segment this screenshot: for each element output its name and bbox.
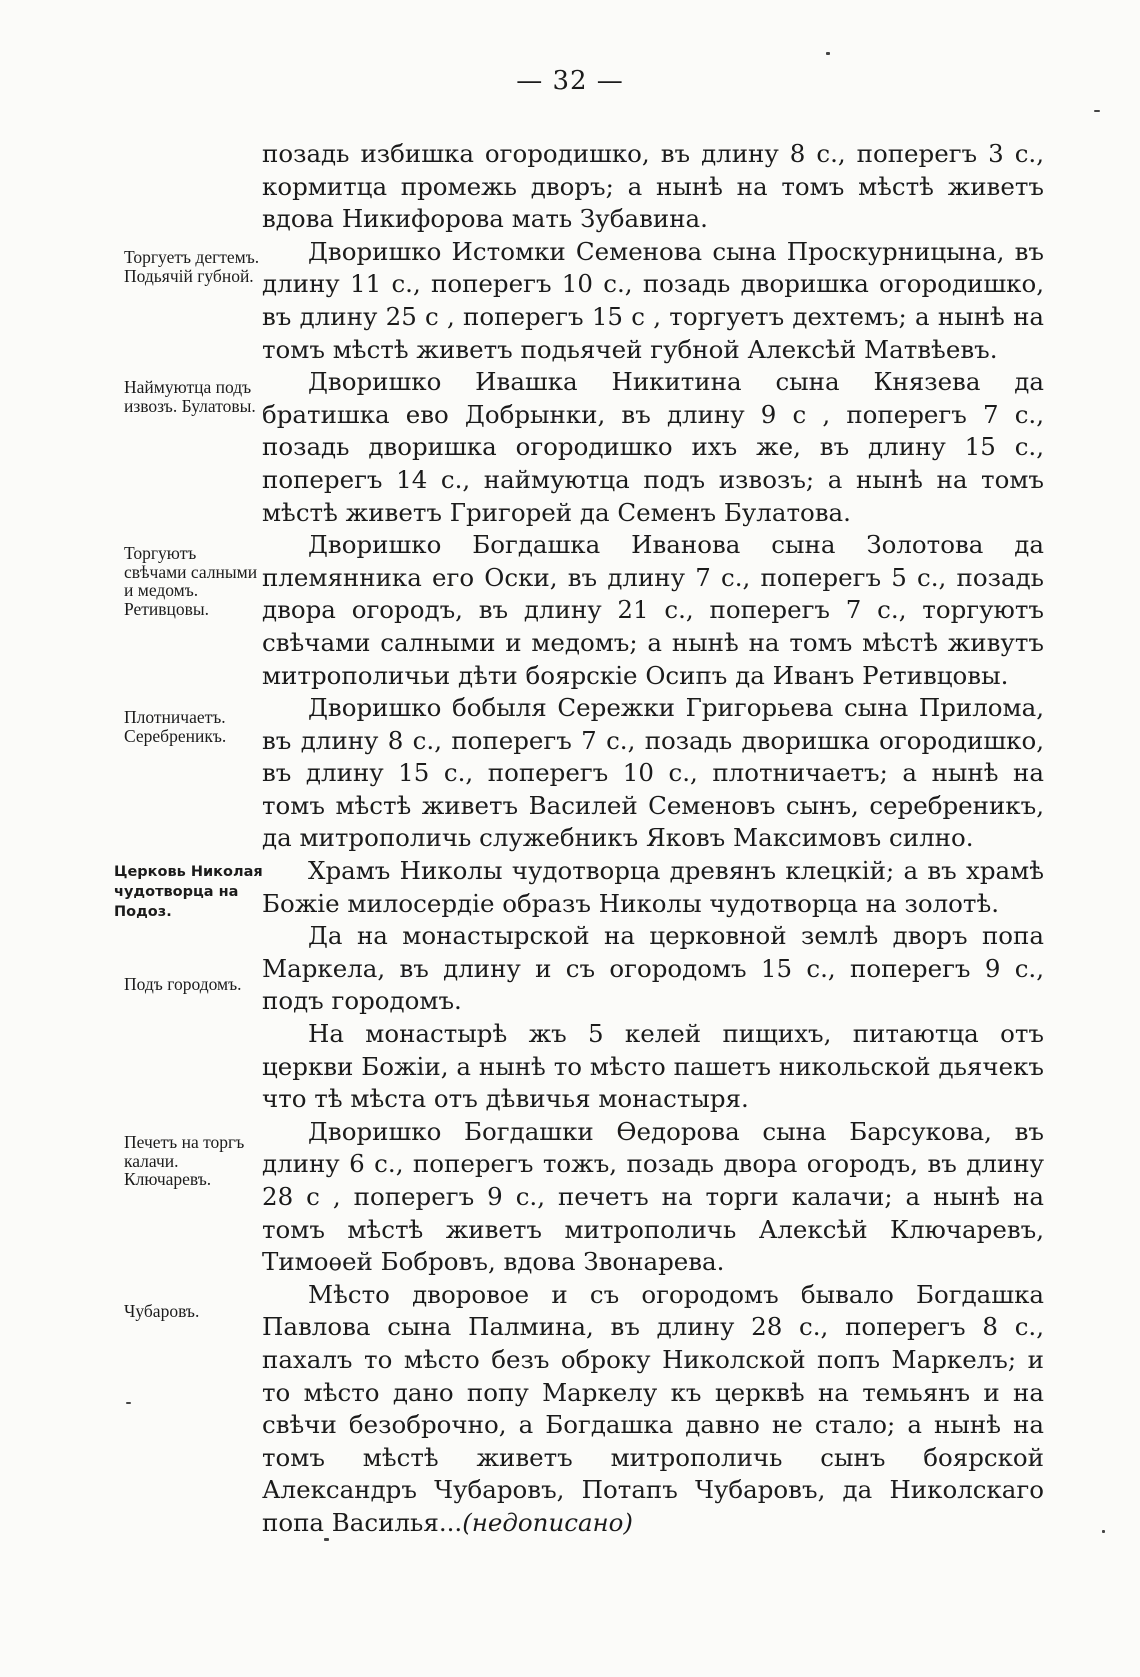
paragraph-3: Дворишко Ивашка Никитина сына Князева да братишка ево Добрынки, въ длину 9 с , поперегъ 7 с., позадь дворишка огородишко ихъ же, въ длину 15 с., поперегъ 14 с., наймуютца подъ извозъ; а нынѣ на томъ мѣстѣ живетъ Григорей да Семенъ Булатова. xyxy=(262,367,1044,527)
margin-note-town: Подъ городомъ. xyxy=(124,974,242,994)
paragraph-10 xyxy=(262,1279,1044,1540)
margin-note-candles: Торгуютъ свѣчами салными и медомъ. Ретивцовы. xyxy=(124,543,258,619)
paragraph-8: На монастырѣ жъ 5 келей пищихъ, питаютца отъ церкви Божіи, а нынѣ то мѣсто пашетъ никольской дьячекъ что тѣ мѣста отъ дѣвичья монастыря. xyxy=(262,1019,1044,1114)
margin-note-chubarov: Чубаровъ. xyxy=(124,1301,200,1321)
margin-note-carpenter: Плотничаетъ. Серебреникъ. xyxy=(124,707,227,746)
margin-note-kalachi: Печетъ на торгъ калачи. Ключаревъ. xyxy=(124,1132,245,1189)
paragraph-1: позадь избишка огородишко, въ длину 8 с., поперегъ 3 с., кормитца промежь дворъ; а нынѣ на томъ мѣстѣ живетъ вдова Никифорова мать Зубавина. xyxy=(262,139,1044,234)
paragraph-6: Храмъ Николы чудотворца древянъ клецкій; а въ храмѣ Божіе милосердіе образъ Николы чудотворца на золотѣ. xyxy=(262,856,1044,918)
margin-note-church: Церковь Николая чудотворца на Подоз. xyxy=(114,864,263,920)
paragraph-5: Дворишко бобыля Сережки Григорьева сына Прилома, въ длину 8 с., поперегъ 7 с., позадь дворишка огородишко, въ длину 15 с., поперегъ 10 с., плотничаетъ; а нынѣ на томъ мѣстѣ живетъ Василей Семеновъ сынъ, серебреникъ, да митрополичь служебникъ Яковъ Максимовъ силно. xyxy=(262,693,1044,853)
page-number: — 32 — xyxy=(516,66,624,96)
unfinished-note: (недописано) xyxy=(462,1507,633,1537)
paragraph-9: Дворишко Богдашки Ѳедорова сына Барсукова, въ длину 6 с., поперегъ тожъ, позадь двора огородъ, въ длину 28 с , поперегъ 9 с., печетъ на торги калачи; а нынѣ на томъ мѣстѣ живетъ митрополичь Алексѣй Ключаревъ, Тимоѳей Бобровъ, вдова Звонарева. xyxy=(262,1116,1044,1277)
margin-note-tar: Торгуетъ дегтемъ. Подьячій губной. xyxy=(124,247,260,286)
paragraph-7: Да на монастырской на церковной землѣ дворъ попа Маркела, въ длину и съ огородомъ 15 с., поперегъ 9 с., подъ городомъ. xyxy=(262,921,1044,1016)
paragraph-4: Дворишко Богдашка Иванова сына Золотова да племянника его Оски, въ длину 7 с., поперегъ 5 с., позадь двора огородъ, въ длину 21 с., поперегъ 7 с., торгуютъ свѣчами салными и медомъ; а нынѣ на томъ мѣстѣ живутъ митрополичьи дѣти боярскіе Осипъ да Иванъ Ретивцовы. xyxy=(262,530,1044,690)
main-text xyxy=(262,138,1044,1540)
print-speck xyxy=(324,1538,329,1541)
print-speck xyxy=(1094,110,1100,112)
print-speck xyxy=(1102,1530,1105,1533)
margin-note-carting: Наймуютца подъ извозъ. Булатовы. xyxy=(124,377,256,416)
print-speck xyxy=(126,1402,131,1404)
paragraph-10-text: Мѣсто дворовое и съ огородомъ бывало Богдашка Павлова сына Палмина, въ длину 28 с., поперегъ 8 с., пахалъ то мѣсто безъ оброку Николской попъ Маркелъ; и то мѣсто дано попу Маркелу къ церквѣ на темьянъ и на свѣчи безоброчно, а Богдашка давно не стало; а нынѣ на томъ мѣстѣ живетъ митрополичь сынъ боярской Александръ Чубаровъ, Потапъ Чубаровъ, да Николскаго попа Василья... xyxy=(262,1279,1044,1537)
print-speck xyxy=(826,52,830,55)
paragraph-2: Дворишко Истомки Семенова сына Проскурницына, въ длину 11 с., поперегъ 10 с., позадь дворишка огородишко, въ длину 25 с , поперегъ 15 с , торгуетъ дехтемъ; а нынѣ на томъ мѣстѣ живетъ подьячей губной Алексѣй Матвѣевъ. xyxy=(262,236,1044,364)
